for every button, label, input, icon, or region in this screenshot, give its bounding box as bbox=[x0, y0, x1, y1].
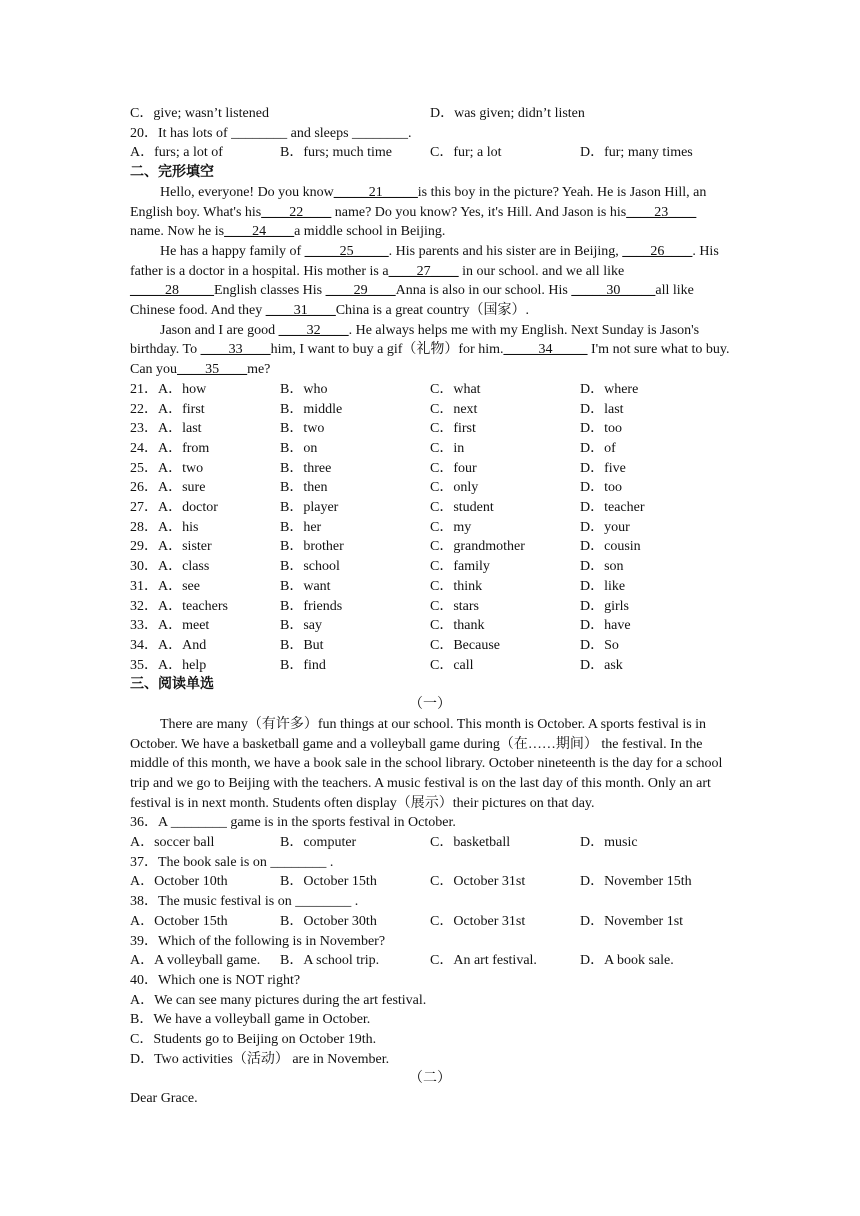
option-c: C．my bbox=[430, 519, 472, 535]
question-row bbox=[130, 518, 730, 538]
option-a: 21．A．how bbox=[130, 381, 207, 397]
option-c: C．October 31st bbox=[430, 913, 526, 929]
option-b: B．computer bbox=[280, 835, 357, 851]
question-row bbox=[130, 459, 730, 479]
passage-text: He has a happy family of bbox=[160, 243, 305, 259]
option-b: B．who bbox=[280, 381, 328, 397]
option-a: 32．A．teachers bbox=[130, 598, 228, 614]
question-row bbox=[130, 616, 730, 636]
q19-options-cd bbox=[130, 104, 730, 124]
option-d: D．last bbox=[580, 401, 624, 417]
reading-part-2-title: （二） bbox=[409, 1071, 451, 1087]
cloze-paragraph-2 bbox=[130, 242, 730, 321]
q20-options bbox=[130, 143, 730, 163]
question-36: 36．A ________ game is in the sports festival in October. bbox=[130, 815, 456, 831]
option-a: A．soccer ball bbox=[130, 835, 215, 851]
option-a: 30．A．class bbox=[130, 559, 210, 575]
passage-text: I'm not sure what to buy. Can you bbox=[130, 342, 730, 378]
option-c: C．next bbox=[430, 401, 478, 417]
question-row bbox=[130, 597, 730, 617]
option-d: D．November 15th bbox=[580, 874, 692, 890]
option-d: D．girls bbox=[580, 598, 629, 614]
answer-blank: _____21_____ bbox=[333, 184, 418, 200]
letter-salutation: Dear Grace. bbox=[130, 1091, 198, 1107]
section-heading-reading: 三、阅读单选 bbox=[130, 677, 214, 693]
question-row bbox=[130, 656, 730, 676]
option-b: B．find bbox=[280, 657, 326, 673]
passage-text: Hello, everyone! Do you know bbox=[160, 184, 334, 200]
option-d: D．where bbox=[580, 381, 639, 397]
option-c: C．fur; a lot bbox=[430, 145, 502, 161]
option-d: D．son bbox=[580, 559, 624, 575]
passage-text: . He always helps me with my English. Next Sunday is Jason's birthday. To bbox=[130, 322, 700, 358]
option-d: D．five bbox=[580, 460, 626, 476]
answer-blank: ____27____ bbox=[388, 263, 459, 279]
question-40: 40．Which one is NOT right? bbox=[130, 972, 301, 988]
option-d: D．November 1st bbox=[580, 913, 684, 929]
option-a: 26．A．sure bbox=[130, 480, 206, 496]
passage-text: name. Now he is bbox=[130, 224, 225, 240]
option-b: B．her bbox=[280, 519, 322, 535]
option-c: C．what bbox=[430, 381, 481, 397]
option-d: D．like bbox=[580, 578, 626, 594]
option-d: D．ask bbox=[580, 657, 623, 673]
option-c: C．thank bbox=[430, 618, 485, 634]
answer-blank: ____23____ bbox=[626, 204, 697, 220]
option-b: B．friends bbox=[280, 598, 343, 614]
option-a: 28．A．his bbox=[130, 519, 199, 535]
option-d: D．teacher bbox=[580, 500, 645, 516]
option-b: B．We have a volleyball game in October. bbox=[130, 1012, 371, 1028]
option-d: D．of bbox=[580, 440, 616, 456]
exam-page bbox=[130, 104, 730, 1109]
option-c: C．stars bbox=[430, 598, 479, 614]
option-d: D．Two activities（活动） are in November. bbox=[130, 1051, 390, 1067]
answer-blank: _____25_____ bbox=[304, 243, 389, 259]
answer-blank: ____26____ bbox=[622, 243, 693, 259]
option-a: 22．A．first bbox=[130, 401, 205, 417]
passage-text: Jason and I are good bbox=[160, 322, 279, 338]
option-a: A．furs; a lot of bbox=[130, 145, 223, 161]
question-38: 38．The music festival is on ________ . bbox=[130, 894, 359, 910]
cloze-paragraph-1 bbox=[130, 183, 730, 242]
question-row bbox=[130, 478, 730, 498]
option-a: 31．A．see bbox=[130, 578, 200, 594]
option-b: B．want bbox=[280, 578, 331, 594]
reading-part-1-title: （一） bbox=[409, 697, 451, 713]
option-b: B．two bbox=[280, 421, 325, 437]
option-a: 27．A．doctor bbox=[130, 500, 218, 516]
question-row bbox=[130, 537, 730, 557]
option-b: B．brother bbox=[280, 539, 344, 555]
q36-options bbox=[130, 833, 730, 853]
option-c: C．grandmother bbox=[430, 539, 525, 555]
option-a: A．We can see many pictures during the art festival. bbox=[130, 992, 427, 1008]
answer-blank: ____22____ bbox=[261, 204, 332, 220]
answer-blank: _____34_____ bbox=[503, 342, 588, 358]
passage-text: . His parents and his sister are in Beijing, bbox=[388, 243, 623, 259]
passage-text: Anna is also in our school. His bbox=[395, 283, 572, 299]
option-d: D．music bbox=[580, 835, 638, 851]
option-c: C．Because bbox=[430, 637, 500, 653]
option-c: C．call bbox=[430, 657, 474, 673]
question-20: 20．It has lots of ________ and sleeps ________. bbox=[130, 125, 412, 141]
option-d: D．your bbox=[580, 519, 630, 535]
option-c: C．four bbox=[430, 460, 477, 476]
option-a: A．October 10th bbox=[130, 874, 228, 890]
option-c: C．think bbox=[430, 578, 483, 594]
option-a: 23．A．last bbox=[130, 421, 202, 437]
option-c: C．give; wasn’t listened bbox=[130, 106, 269, 121]
question-row bbox=[130, 557, 730, 577]
option-d: D．too bbox=[580, 421, 622, 437]
option-a: A．A volleyball game. bbox=[130, 953, 261, 969]
option-b: B．October 15th bbox=[280, 874, 377, 890]
passage-text: China is a great country（国家）. bbox=[335, 303, 529, 319]
question-39: 39．Which of the following is in November? bbox=[130, 933, 386, 949]
answer-blank: ____35____ bbox=[177, 362, 248, 378]
passage-text: a middle school in Beijing. bbox=[294, 224, 446, 240]
option-d: D．have bbox=[580, 618, 631, 634]
passage-text: him, I want to buy a gif（礼物）for him. bbox=[270, 342, 504, 358]
option-b: B．furs; much time bbox=[280, 145, 392, 161]
answer-blank: ____32____ bbox=[278, 322, 349, 338]
option-b: B．October 30th bbox=[280, 913, 377, 929]
answer-blank: ____33____ bbox=[200, 342, 271, 358]
q37-options bbox=[130, 872, 730, 892]
option-d: D．too bbox=[580, 480, 622, 496]
question-row bbox=[130, 498, 730, 518]
q38-options bbox=[130, 912, 730, 932]
option-d: D．cousin bbox=[580, 539, 641, 555]
passage-text: . His father is a doctor in a hospital. His mother is a bbox=[130, 243, 719, 279]
option-b: B．then bbox=[280, 480, 328, 496]
passage-text: in our school. and we all like bbox=[458, 263, 625, 279]
option-c: C．basketball bbox=[430, 835, 511, 851]
answer-blank: ____24____ bbox=[224, 224, 295, 240]
option-b: B．three bbox=[280, 460, 332, 476]
option-b: B．say bbox=[280, 618, 322, 634]
option-c: C．first bbox=[430, 421, 476, 437]
question-row bbox=[130, 419, 730, 439]
option-c: C．Students go to Beijing on October 19th. bbox=[130, 1032, 377, 1048]
option-d: D．So bbox=[580, 637, 619, 653]
question-row bbox=[130, 577, 730, 597]
passage-text: all like Chinese food. And they bbox=[130, 283, 694, 319]
question-row bbox=[130, 400, 730, 420]
passage-text: name? Do you know? Yes, it's Hill. And Jason is his bbox=[331, 204, 627, 220]
option-a: 33．A．meet bbox=[130, 618, 210, 634]
option-b: B．on bbox=[280, 440, 318, 456]
answer-blank: ____31____ bbox=[265, 303, 336, 319]
passage-text: English classes His bbox=[214, 283, 326, 299]
cloze-paragraph-3 bbox=[130, 321, 730, 380]
question-37: 37．The book sale is on ________ . bbox=[130, 854, 334, 870]
q39-options bbox=[130, 951, 730, 971]
answer-blank: _____30_____ bbox=[571, 283, 656, 299]
option-d: D．was given; didn’t listen bbox=[430, 106, 585, 121]
option-a: 35．A．help bbox=[130, 657, 207, 673]
passage-text: is this boy in the picture? Yeah. He is Jason Hill, an English boy. What's his bbox=[130, 184, 707, 220]
option-b: B．middle bbox=[280, 401, 343, 417]
option-c: C．October 31st bbox=[430, 874, 526, 890]
passage-text: me? bbox=[247, 362, 271, 378]
option-c: C．only bbox=[430, 480, 479, 496]
option-b: B．school bbox=[280, 559, 340, 575]
option-b: B．player bbox=[280, 500, 339, 516]
question-row bbox=[130, 439, 730, 459]
reading-passage: There are many（有许多）fun things at our school. This month is October. A sports festival is in October. We have a basketball game and a volleyball game during（在……期间） the festival. In the middle of this month, we have a book sale in the school library. October nineteenth is the day for a school trip and we go to Beijing with the teachers. A music festival is on the last day of this month. Only an art festival is in next month. Students often display（展示）their pictures on that day. bbox=[130, 716, 723, 811]
option-a: 25．A．two bbox=[130, 460, 204, 476]
option-a: 29．A．sister bbox=[130, 539, 212, 555]
answer-blank: ____29____ bbox=[325, 283, 396, 299]
option-c: C．family bbox=[430, 559, 490, 575]
section-heading-cloze: 二、完形填空 bbox=[130, 165, 214, 181]
cloze-questions bbox=[130, 380, 730, 676]
option-b: B．A school trip. bbox=[280, 953, 380, 969]
question-row bbox=[130, 636, 730, 656]
question-row bbox=[130, 380, 730, 400]
option-c: C．An art festival. bbox=[430, 953, 537, 969]
option-b: B．But bbox=[280, 637, 324, 653]
option-d: D．fur; many times bbox=[580, 145, 693, 161]
option-c: C．in bbox=[430, 440, 465, 456]
answer-blank: _____28_____ bbox=[130, 283, 214, 299]
option-c: C．student bbox=[430, 500, 494, 516]
option-a: A．October 15th bbox=[130, 913, 228, 929]
option-a: 24．A．from bbox=[130, 440, 210, 456]
option-d: D．A book sale. bbox=[580, 953, 674, 969]
option-a: 34．A．And bbox=[130, 637, 207, 653]
